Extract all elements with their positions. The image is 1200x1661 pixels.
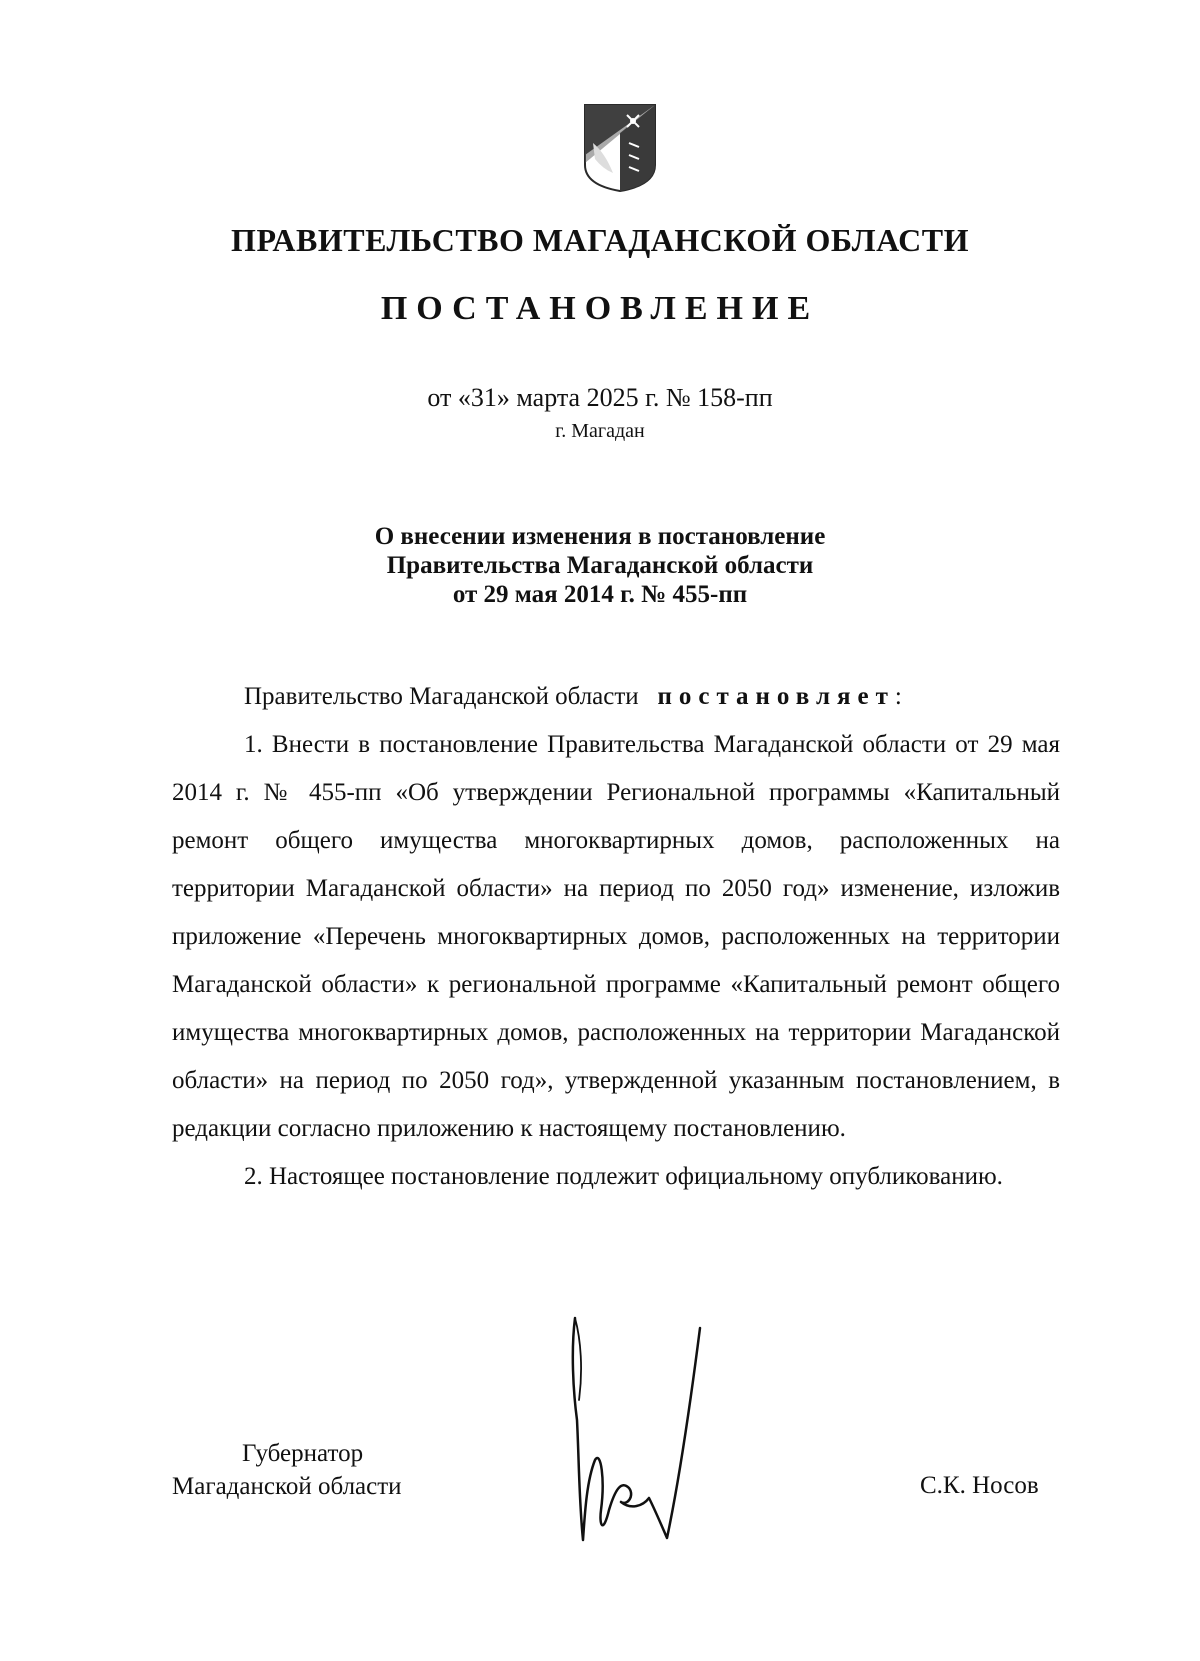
intro-text: Правительство Магаданской области (244, 683, 639, 710)
intro-paragraph (172, 673, 1060, 721)
coat-of-arms-icon (583, 103, 657, 193)
signatory-name: С.К. Носов (920, 1472, 1039, 1499)
subject-line-1: О внесении изменения в постановление (374, 523, 826, 550)
signatory-position (172, 1437, 472, 1503)
subject-line-3: от 29 мая 2014 г. № 455-пп (452, 581, 748, 608)
subject-line-2: Правительства Магаданской области (386, 552, 814, 579)
signatory-position-line-1: Губернатор (242, 1440, 364, 1467)
document-body (172, 673, 1060, 1201)
document-date-number: от «31» марта 2025 г. № 158-пп (427, 383, 773, 412)
document-type: ПОСТАНОВЛЕНИЕ (380, 290, 820, 327)
document-city: г. Магадан (555, 420, 645, 442)
signatory-position-line-2: Магаданской области (172, 1473, 402, 1500)
intro-colon: : (894, 683, 902, 710)
government-title: ПРАВИТЕЛЬСТВО МАГАДАНСКОЙ ОБЛАСТИ (231, 222, 969, 258)
item-2-paragraph: 2. Настоящее постановление подлежит официальному опубликованию. (244, 1163, 1003, 1190)
item-1-paragraph: 1. Внести в постановление Правительства Магаданской области от 29 мая 2014 г. № 455-пп «Об утверждении Региональной программы «Капитальный ремонт общего имущества многоквартирных домов, расположенных на территории Магаданской области» на период по 2050 год» изменение, изложив приложение «Перечень многоквартирных домов, расположенных на территории Магаданской области» к региональной программе «Капитальный ремонт общего имущества многоквартирных домов, расположенных на территории Магаданской области» на период по 2050 год», утвержденной указанным постановлением, в редакции согласно приложению к настоящему постановлению. (172, 731, 1060, 1142)
intro-verb: постановляет (657, 683, 895, 710)
handwritten-signature (565, 1310, 745, 1550)
document-subject (0, 522, 1200, 609)
